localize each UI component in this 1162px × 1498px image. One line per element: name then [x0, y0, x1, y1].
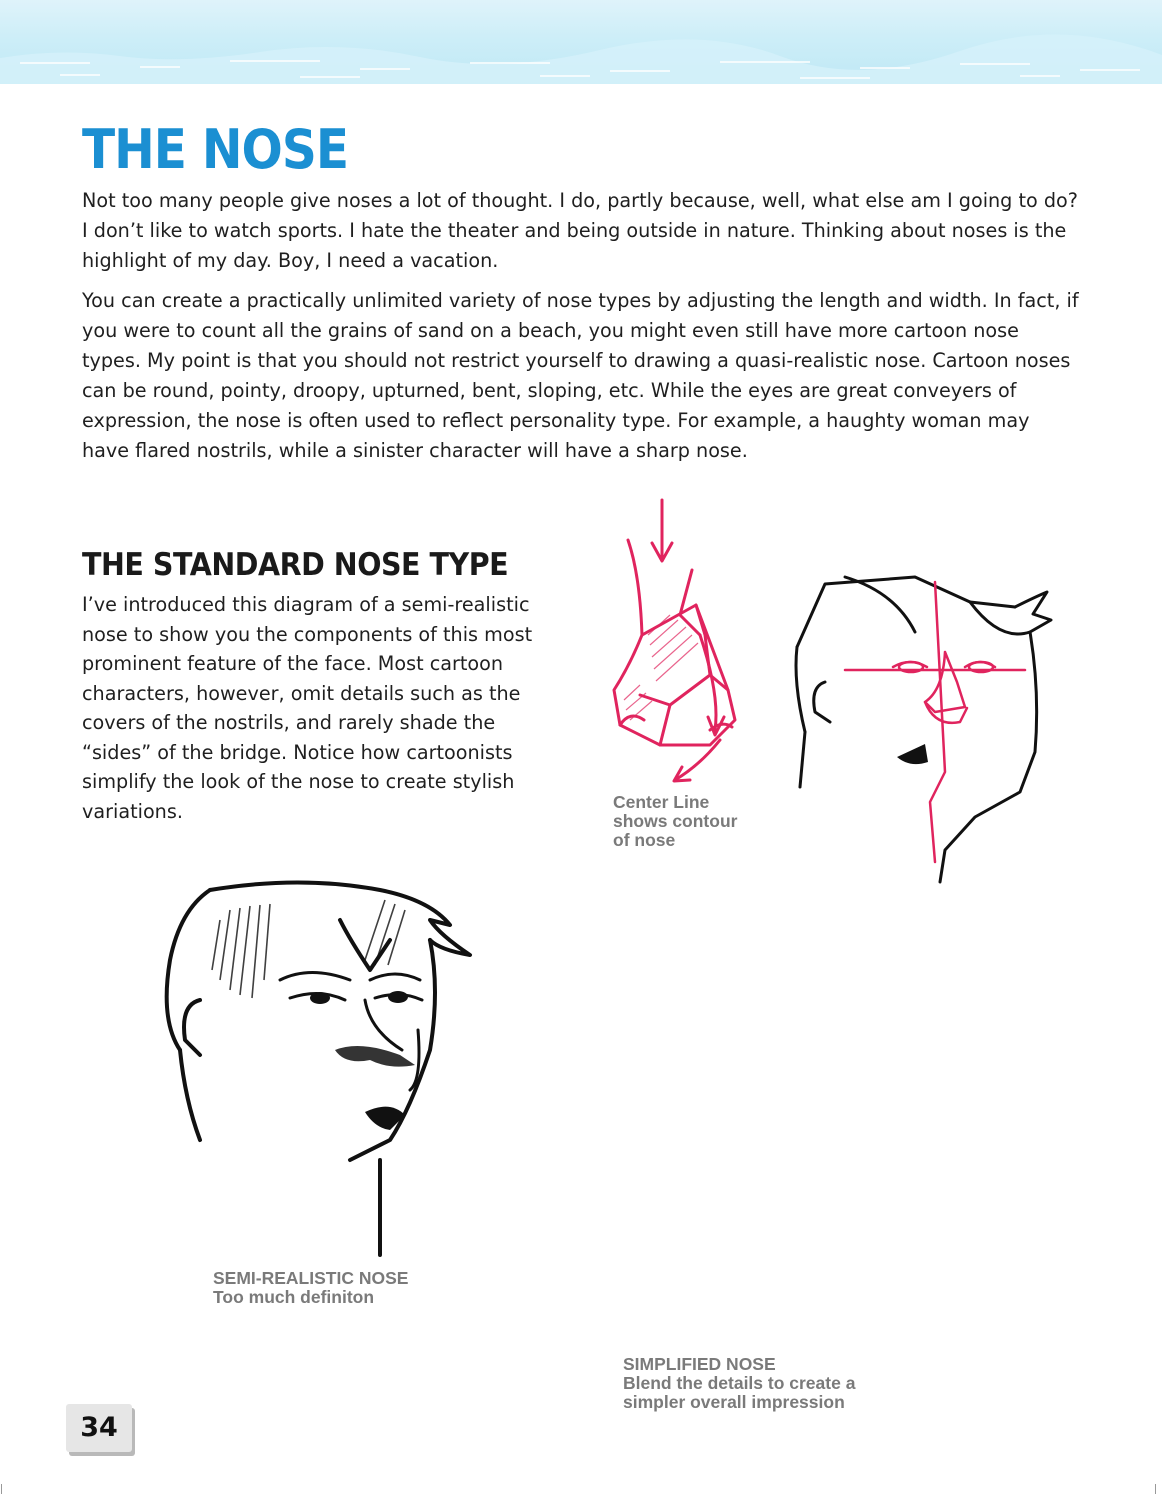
caption-line: shows contour — [613, 811, 738, 831]
nose-construction-sketch — [600, 495, 770, 795]
header-band — [0, 0, 1162, 84]
caption-line: Center Line — [613, 792, 710, 812]
body-paragraph: You can create a practically unlimited variety of nose types by adjusting the length and width. In fact, if you were to count all the grains of sand on a beach, you might even still have more cartoon nose types. My point is that you should not restrict yourself to drawing a quasi-realistic nose. Cartoon noses can be round, pointy, droopy, upturned, bent, sloping, etc. While the eyes are great conveyers of expression, the nose is often used to reflect personality type. For example, a haughty woman may have flared nostrils, while a sinister character will have a sharp nose. — [82, 289, 1079, 462]
page-title: THE NOSE — [82, 118, 349, 181]
caption-line: Too much definiton — [213, 1287, 375, 1307]
header-texture — [0, 0, 1162, 84]
caption-line: SEMI-REALISTIC NOSE — [213, 1268, 409, 1288]
page-number: 34 — [66, 1404, 132, 1452]
center-line-head-sketch — [785, 572, 1055, 892]
crop-mark — [1, 1484, 2, 1494]
section-heading: THE STANDARD NOSE TYPE — [82, 547, 509, 583]
crop-mark — [1155, 1484, 1156, 1494]
intro-paragraph: Not too many people give noses a lot of thought. I do, partly because, well, what else am I going to do? I don’t like to watch sports. I hate the theater and being outside in nature. Thinking about noses is the highlight of my day. Boy, I need a vacation. — [82, 189, 1078, 272]
section-body: I’ve introduced this diagram of a semi-realistic nose to show you the components of this most prominent feature of the face. Most cartoon characters, however, omit details such as the covers of the nostrils, and rarely shade the “sides” of the bridge. Notice how cartoonists simplify the look of the nose to create stylish variations. — [82, 593, 533, 823]
caption-simplified — [623, 1355, 855, 1412]
caption-center-line — [613, 793, 813, 850]
caption-line: Blend the details to create a — [623, 1373, 856, 1393]
caption-line: of nose — [613, 830, 676, 850]
caption-line: SIMPLIFIED NOSE — [623, 1354, 776, 1374]
caption-semi-realistic — [213, 1269, 408, 1307]
semi-realistic-head-illustration — [140, 880, 510, 1260]
caption-line: simpler overall impression — [623, 1392, 845, 1412]
